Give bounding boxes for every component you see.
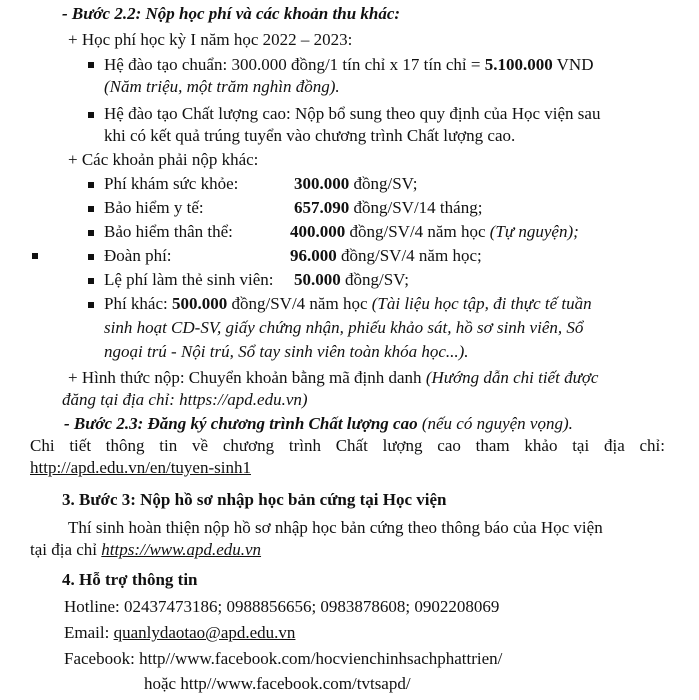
- hotline-line: Hotline: 02437473186; 0988856656; 0983878608; 0902208069: [64, 597, 500, 616]
- step-2-3-detail: Chi tiết thông tin về chương trình Chất lượng cao tham khảo tại địa chỉ:: [30, 436, 665, 455]
- fee-amount: 400.000 đồng/SV/4 năm học (Tự nguyện);: [290, 222, 579, 241]
- standard-program-amount-words: (Năm triệu, một trăm nghìn đồng).: [104, 77, 340, 96]
- other-fees-title: + Các khoản phải nộp khác:: [68, 150, 259, 169]
- bullet-icon: [88, 278, 94, 284]
- fee-amount: 96.000 đồng/SV/4 năm học;: [290, 246, 482, 265]
- fee-label: Đoàn phí:: [104, 246, 172, 265]
- bullet-icon: [88, 112, 94, 118]
- email-link[interactable]: quanlydaotao@apd.edu.vn: [113, 623, 296, 642]
- fee-amount: 657.090 đồng/SV/14 tháng;: [294, 198, 483, 217]
- other-fee-line-2: sinh hoạt CD-SV, giấy chứng nhận, phiếu khảo sát, hồ sơ sinh viên, Sổ: [104, 318, 584, 337]
- fee-amount: 300.000 đồng/SV;: [294, 174, 418, 193]
- bullet-icon: [88, 182, 94, 188]
- step-3-line-1: Thí sinh hoàn thiện nộp hồ sơ nhập học bản cứng theo thông báo của Học viện: [68, 518, 603, 537]
- tuition-title: + Học phí học kỳ I năm học 2022 – 2023:: [68, 30, 353, 49]
- payment-method-line-1: + Hình thức nộp: Chuyển khoản bằng mã định danh (Hướng dẫn chi tiết được: [68, 368, 599, 387]
- other-fee-line-3: ngoại trú - Nội trú, Sổ tay sinh viên toàn khóa học...).: [104, 342, 469, 361]
- standard-program-line: Hệ đào tạo chuẩn: 300.000 đồng/1 tín chỉ x 17 tín chỉ = 5.100.000 VND: [104, 55, 594, 74]
- step-2-2-heading: - Bước 2.2: Nộp học phí và các khoản thu khác:: [62, 4, 401, 23]
- high-quality-program-line-1: Hệ đào tạo Chất lượng cao: Nộp bổ sung theo quy định của Học viện sau: [104, 104, 601, 123]
- fee-label: Bảo hiểm thân thể:: [104, 222, 233, 241]
- step-3-line-2: tại địa chỉ https://www.apd.edu.vn: [30, 540, 262, 559]
- facebook-line: Facebook: http//www.facebook.com/hocvienchinhsachphattrien/: [64, 649, 503, 668]
- bullet-icon: [88, 206, 94, 212]
- fee-label: Bảo hiểm y tế:: [104, 198, 204, 217]
- support-heading: 4. Hỗ trợ thông tin: [62, 570, 198, 589]
- fee-amount: 50.000 đồng/SV;: [294, 270, 409, 289]
- bullet-icon: [88, 302, 94, 308]
- bullet-icon: [88, 62, 94, 68]
- payment-method-line-2: đăng tại địa chỉ: https://apd.edu.vn): [62, 390, 308, 409]
- fee-label: Lệ phí làm thẻ sinh viên:: [104, 270, 274, 289]
- bullet-icon: [88, 254, 94, 260]
- apd-website-link[interactable]: https://www.apd.edu.vn: [101, 540, 262, 559]
- other-fee-line-1: Phí khác: 500.000 đồng/SV/4 năm học (Tài liệu học tập, đi thực tế tuần: [104, 294, 592, 313]
- email-line: Email: quanlydaotao@apd.edu.vn: [64, 623, 296, 642]
- high-quality-program-link[interactable]: http://apd.edu.vn/en/tuyen-sinh1: [30, 458, 251, 477]
- step-3-heading: 3. Bước 3: Nộp hồ sơ nhập học bản cứng tại Học viện: [62, 490, 447, 509]
- facebook-alt-line: hoặc http//www.facebook.com/tvtsapd/: [144, 674, 411, 693]
- stray-dot: [32, 253, 38, 259]
- bullet-icon: [88, 230, 94, 236]
- high-quality-program-line-2: khi có kết quả trúng tuyển vào chương trình Chất lượng cao.: [104, 126, 516, 145]
- step-2-3-heading: - Bước 2.3: Đăng ký chương trình Chất lượng cao (nếu có nguyện vọng).: [64, 414, 573, 433]
- fee-label: Phí khám sức khỏe:: [104, 174, 239, 193]
